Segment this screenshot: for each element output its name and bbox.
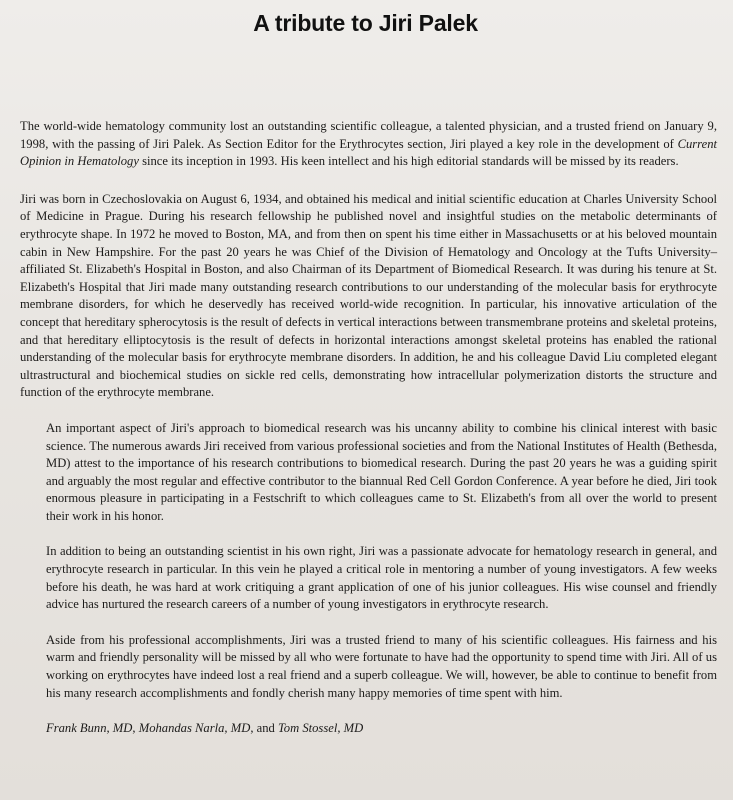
journal-title: Current Opinion in Hematology [20, 136, 717, 169]
author-name: Mohandas Narla, MD [138, 721, 251, 736]
author-signature [20, 720, 717, 737]
paragraph-friendship: Aside from his professional accomplishments, Jiri was a trusted friend to many of his scientific colleagues. His fairness and his warm and friendly personality will be missed by all who were fortunate to have had the opportunity to spend time with Jiri. All of us working on erythrocytes have indeed lost a real friend and a superb colleague. We will, however, be able to continue to benefit from his many research accomplishments and fondly cherish many happy memories of time spent with him. [46, 632, 717, 700]
paragraph-advocacy: In addition to being an outstanding scientist in his own right, Jiri was a passionate advocate for hematology research in general, and erythrocyte research in particular. In this vein he played a critical role in mentoring a number of young investigators. A few weeks before his death, he was hard at work critiquing a grant application of one of his junior colleagues. His wise counsel and friendly advice has nurtured the research careers of a number of young investigators in erythrocyte research. [46, 544, 717, 612]
paragraph-research-approach: An important aspect of Jiri's approach to biomedical research was his uncanny ability to combine his clinical interest with basic science. The numerous awards Jiri received from various professional societies and from the National Institutes of Health (Bethesda, MD) attest to the importance of his research contributions to biomedical research. During the past 20 years he was a guiding spirit and arguably the most regular and effective contributor to the biannual Red Cell Gordon Conference. A year before he died, Jiri took enormous pleasure in participating in a Festschrift to which colleagues came to St. Elizabeth's from all over the world to present their work in his honor. [46, 420, 717, 523]
intro-text-end: since its inception in 1993. His keen intellect and his high editorial standards will be missed by its readers. [138, 154, 679, 169]
page-title: A tribute to Jiri Palek [253, 10, 478, 36]
intro-text-start: The world-wide hematology community lost an outstanding scientific colleague, a talented physician, and a trusted friend on January 9, 1998, with the passing of Jiri Palek. As Section Editor for the Erythrocytes section, Jiri played a key role in the development of [20, 119, 717, 151]
author-name: Frank Bunn, MD [46, 721, 133, 736]
author-name: Tom Stossel, MD [277, 721, 364, 736]
article-body [20, 118, 717, 737]
paragraph-biography: Jiri was born in Czechoslovakia on August 6, 1934, and obtained his medical and initial scientific education at Charles University School of Medicine in Prague. During his research fellowship he published novel and insightful studies on the metabolic determinants of erythrocyte shape. In 1972 he moved to Boston, MA, and from then on spent his time either in Massachusetts or at his beloved mountain cabin in New Hampshire. For the past 20 years he was Chief of the Division of Hematology and Oncology at the Tufts University–affiliated St. Elizabeth's Hospital in Boston, and also Chairman of its Department of Biomedical Research. It was during his tenure at St. Elizabeth's Hospital that Jiri made many outstanding research contributions to our understanding of the molecular basis for erythrocyte membrane disorders, for which he deservedly has received world-wide recognition. In particular, his innovative articulation of the concept that hereditary spherocytosis is the result of defects in vertical interactions between transmembrane proteins and skeletal proteins, and that hereditary elliptocytosis is the result of defects in horizontal interactions amongst skeletal proteins has enabled the rational understanding of the molecular basis for erythrocyte membrane disorders. In addition, he and his colleague David Liu completed elegant ultrastructural and biochemical studies on sickle red cells, demonstrating how intracellular polymerization distorts the structure and function of the erythrocyte membrane. [20, 191, 717, 400]
author-separator: , [132, 721, 139, 736]
intro-paragraph [20, 118, 717, 171]
author-separator: , and [250, 721, 278, 736]
